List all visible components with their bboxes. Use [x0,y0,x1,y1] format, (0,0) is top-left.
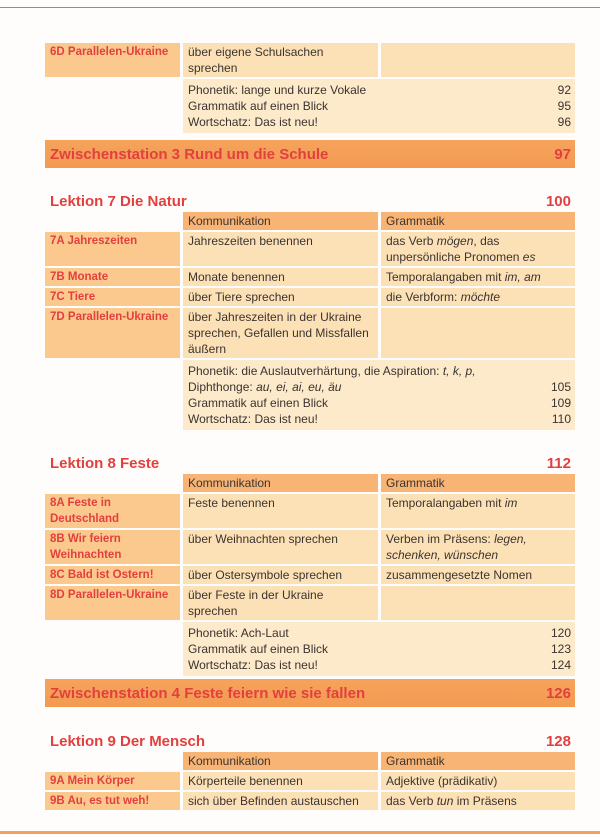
table-row [45,288,575,306]
italic-text: au, ei, ai, eu, äu [256,380,342,394]
text-segment: die Verbform: [386,290,461,304]
table-row [45,494,575,528]
grammatik-cell [381,268,575,286]
lesson-page: 112 [546,455,571,472]
extras-page: 92 [557,83,571,97]
text-segment: Phonetik: Ach-Laut [188,626,289,640]
italic-text: mögen [436,234,474,248]
unit-label: 8B Wir feiern Weihnachten [45,530,180,564]
unit-label: 9B Au, es tut weh! [45,792,180,810]
lesson-section [45,450,575,676]
text-segment: zusammengesetzte Nomen [386,568,533,582]
table-header-row [45,212,575,230]
header-kommunikation: Kommunikation [183,474,378,492]
kommunikation-cell [183,530,378,564]
extras-text [188,625,289,641]
unit-label: 8D Parallelen-Ukraine [45,586,180,620]
extras-item [188,641,571,657]
text-segment: Verben im Präsens: [386,532,495,546]
unit-label: 8C Bald ist Ostern! [45,566,180,584]
extras-text [188,641,328,657]
bottom-divider [0,831,600,834]
extras-page: 123 [550,642,571,656]
text-segment: das Verb [386,794,437,808]
table-row [45,308,575,358]
text-segment: Wortschatz: Das ist neu! [188,658,318,672]
italic-text: möchte [460,290,501,304]
grammatik-cell [381,494,575,528]
text-segment: sich über Befinden austauschen [188,794,359,808]
text-segment: Monate benennen [188,270,285,284]
grammatik-cell [381,586,575,620]
text-segment: über Weihnachten sprechen [188,532,338,546]
text-segment: Adjektive (prädikativ) [386,774,498,788]
kommunikation-cell [183,494,378,528]
zwischenstation-page: 97 [554,145,571,163]
text-segment: Diphthonge: [188,380,257,394]
kommunikation-cell [183,772,378,790]
lesson-name: Lektion 8 Feste [50,455,160,472]
lesson-section [45,41,575,133]
grammatik-cell [381,308,575,358]
unit-label: 7C Tiere [45,288,180,306]
header-grammatik: Grammatik [381,752,575,770]
header-blank [45,474,180,492]
text-segment: Feste benennen [188,496,275,510]
grammatik-cell [381,43,575,77]
grammatik-cell [381,232,575,266]
header-blank [45,212,180,230]
table-header-row [45,752,575,770]
text-segment: über eigene Schulsachen sprechen [188,45,324,75]
kommunikation-cell [183,586,378,620]
unit-label: 7D Parallelen-Ukraine [45,308,180,358]
text-segment: Wortschatz: Das ist neu! [188,412,318,426]
kommunikation-cell [183,566,378,584]
unit-label: 6D Parallelen-Ukraine [45,43,180,77]
unit-label: 8A Feste in Deutschland [45,494,180,528]
header-kommunikation: Kommunikation [183,212,378,230]
italic-text: tun [436,794,454,808]
text-segment: Wortschatz: Das ist neu! [188,115,318,129]
italic-text: legen, schenken, wünschen [386,532,527,562]
zwischenstation-page: 126 [545,684,571,702]
italic-text: im, am [504,270,541,284]
text-segment: Temporalangaben mit [386,496,505,510]
header-grammatik: Grammatik [381,474,575,492]
kommunikation-cell [183,232,378,266]
extras-item [188,363,571,379]
extras-page: 109 [550,396,571,410]
zwischenstation-title: Zwischenstation 4 Feste feiern wie sie fallen [50,684,366,702]
top-divider [0,7,600,8]
table-row [45,566,575,584]
extras-item [188,379,571,395]
header-blank [45,752,180,770]
table-row [45,772,575,790]
text-segment: , das unpersönliche Pronomen [386,234,523,264]
text-segment: Phonetik: lange und kurze Vokale [188,83,367,97]
kommunikation-cell [183,308,378,358]
extras-text [188,395,328,411]
kommunikation-cell [183,43,378,77]
extras-block [183,79,575,133]
unit-label: 9A Mein Körper [45,772,180,790]
grammatik-cell [381,772,575,790]
zwischenstation-title: Zwischenstation 3 Rund um die Schule [50,145,329,163]
header-kommunikation: Kommunikation [183,752,378,770]
table-row [45,268,575,286]
extras-item [188,625,571,641]
extras-item [188,114,571,130]
table-header-row [45,474,575,492]
lesson-title [45,728,575,750]
text-segment: Körperteile benennen [188,774,303,788]
extras-item [188,411,571,427]
table-row [45,792,575,810]
extras-page: 120 [550,626,571,640]
table-row [45,530,575,564]
text-segment: über Ostersymbole sprechen [188,568,343,582]
lesson-page: 128 [545,733,571,750]
extras-text [188,114,318,130]
text-segment: im Präsens [453,794,517,808]
italic-text: im [504,496,518,510]
extras-page: 95 [557,99,571,113]
text-segment: Temporalangaben mit [386,270,505,284]
table-row [45,232,575,266]
extras-item [188,395,571,411]
lesson-name: Lektion 7 Die Natur [50,193,187,210]
text-segment: Grammatik auf einen Blick [188,642,329,656]
extras-item [188,98,571,114]
extras-page: 124 [550,658,571,672]
zwischenstation-3-bar [45,140,575,168]
text-segment: über Feste in der Ukraine sprechen [188,588,324,618]
extras-item [188,82,571,98]
lesson-name: Lektion 9 Der Mensch [50,733,206,750]
extras-block [183,622,575,676]
grammatik-cell [381,566,575,584]
lesson-title [45,450,575,472]
kommunikation-cell [183,268,378,286]
extras-text [188,657,318,673]
lesson-section [45,188,575,430]
italic-text: t, k, p, [442,364,476,378]
extras-page: 96 [557,115,571,129]
text-segment: über Jahreszeiten in der Ukraine sprechen, Gefallen und Missfallen äußern [188,310,369,356]
text-segment: das Verb [386,234,437,248]
text-segment: Grammatik auf einen Blick [188,396,329,410]
text-segment: Phonetik: die Auslautverhärtung, die Aspiration: [188,364,443,378]
grammatik-cell [381,530,575,564]
extras-text [188,379,341,395]
unit-label: 7A Jahreszeiten [45,232,180,266]
table-row [45,586,575,620]
extras-block [183,360,575,430]
text-segment: über Tiere sprechen [188,290,295,304]
lesson-section [45,728,575,810]
grammatik-cell [381,288,575,306]
extras-text [188,82,366,98]
kommunikation-cell [183,288,378,306]
header-grammatik: Grammatik [381,212,575,230]
text-segment: Grammatik auf einen Blick [188,99,329,113]
grammatik-cell [381,792,575,810]
unit-label: 7B Monate [45,268,180,286]
extras-page: 105 [550,380,571,394]
lesson-title [45,188,575,210]
extras-item [188,657,571,673]
zwischenstation-4-bar [45,679,575,707]
extras-text [188,98,328,114]
italic-text: es [522,250,536,264]
extras-text [188,363,476,379]
extras-text [188,411,318,427]
kommunikation-cell [183,792,378,810]
table-row [45,43,575,77]
lesson-page: 100 [545,193,571,210]
text-segment: Jahreszeiten benennen [188,234,313,248]
extras-page: 110 [551,412,571,426]
